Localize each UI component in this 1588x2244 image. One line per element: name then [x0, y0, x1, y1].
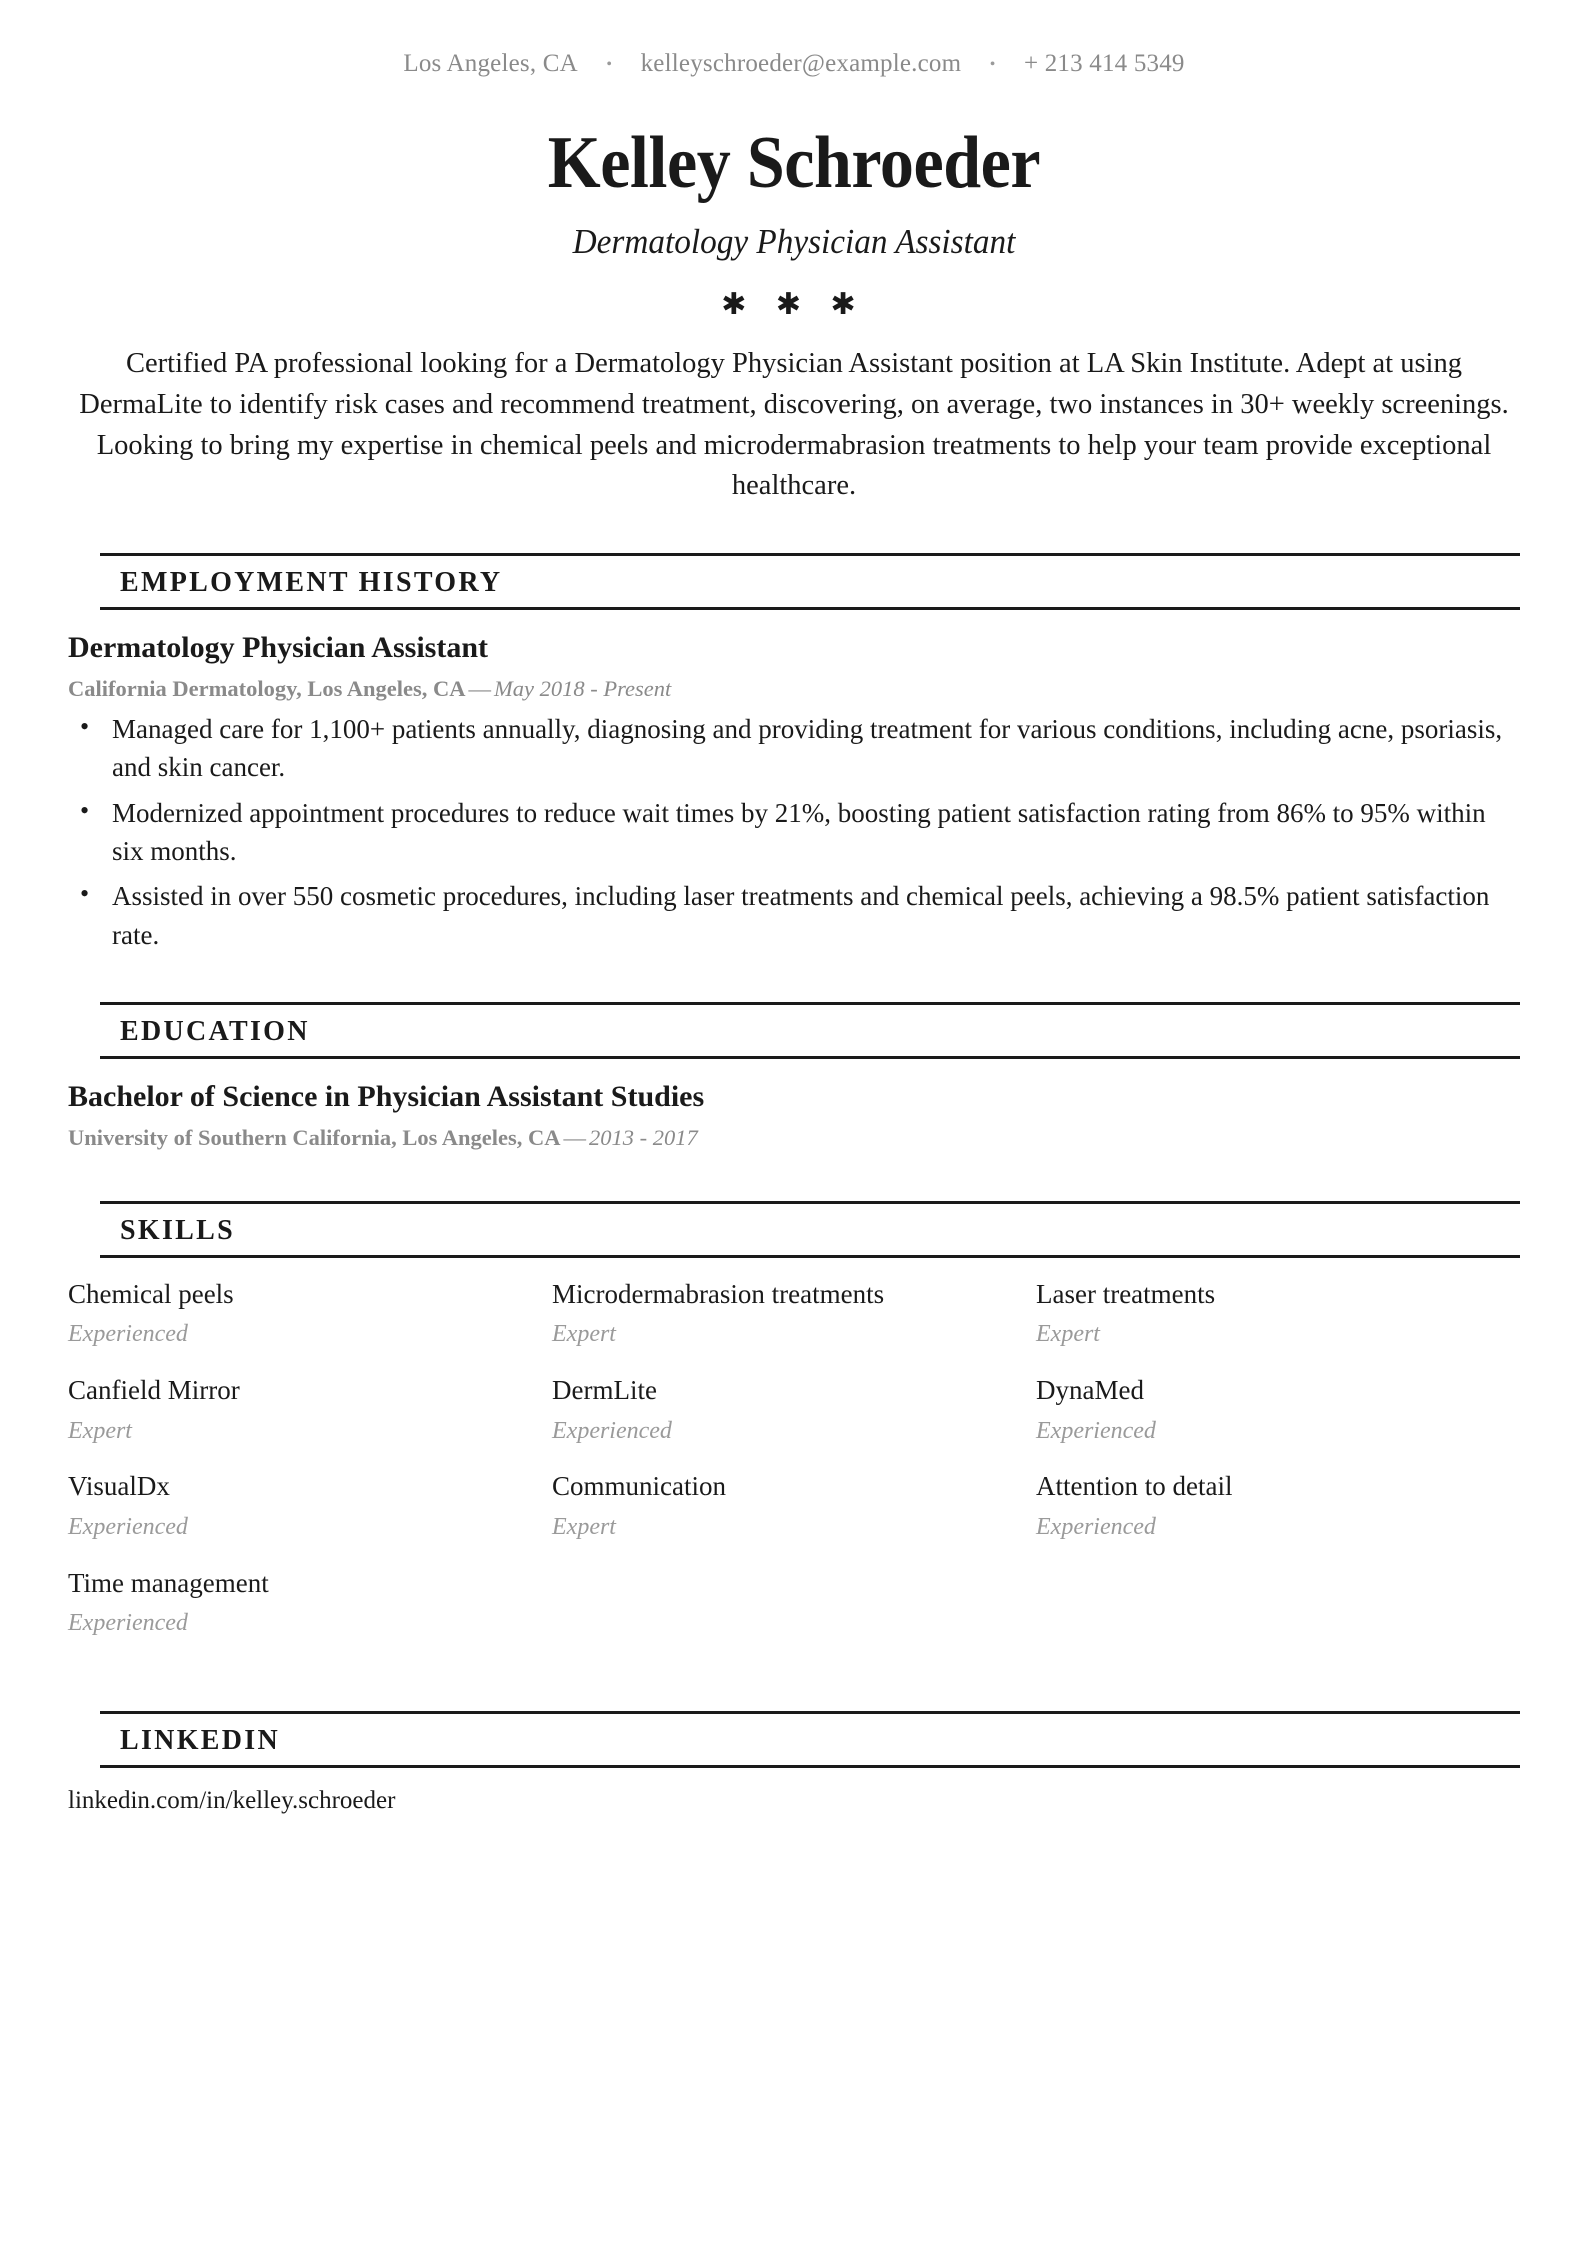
skill-item	[1036, 1470, 1520, 1566]
section-header-employment	[100, 553, 1520, 610]
bullet-separator-icon: •	[606, 56, 613, 74]
education-dash: —	[563, 1124, 587, 1150]
skill-item	[68, 1470, 552, 1566]
skill-level: Experienced	[552, 1417, 672, 1444]
section-linkedin	[68, 1711, 1520, 1815]
skill-name: Communication	[552, 1471, 726, 1502]
skill-item	[552, 1278, 1036, 1374]
section-header-linkedin	[100, 1711, 1520, 1768]
employment-bullet: • Modernized appointment procedures to reduce wait times by 21%, boosting patient satisfaction rating from 86% to 95% within six months.	[68, 794, 1520, 871]
skill-name: Laser treatments	[1036, 1278, 1216, 1309]
skill-level: Experienced	[1036, 1417, 1156, 1444]
skill-item	[552, 1374, 1036, 1470]
skill-level: Experienced	[68, 1321, 188, 1348]
skill-name: Attention to detail	[1036, 1471, 1233, 1502]
employment-entry	[68, 630, 1520, 954]
employment-bullet: • Managed care for 1,100+ patients annually, diagnosing and providing treatment for various conditions, including acne, psoriasis, and skin cancer.	[68, 710, 1520, 787]
skill-item	[1036, 1278, 1520, 1374]
skill-name: Time management	[68, 1567, 269, 1598]
skill-name: Canfield Mirror	[68, 1375, 240, 1406]
employment-meta	[68, 675, 1520, 702]
skill-level: Expert	[1036, 1321, 1100, 1348]
candidate-name: Kelley Schroeder	[547, 122, 1041, 204]
bullet-separator-icon: •	[989, 56, 996, 74]
professional-summary: Certified PA professional looking for a Dermatology Physician Assistant position at LA Skin Institute. Adept at using DermaLite to identify risk cases and recommend treatment, discovering, on average, two instances in 30+ weekly screenings. Looking to bring my expertise in chemical peels and microdermabrasion treatments to help your team provide exceptional healthcare.	[79, 348, 1509, 502]
asterisk-divider-icon: ✱ ✱ ✱	[721, 288, 867, 321]
skill-level: Expert	[552, 1513, 616, 1540]
skill-item	[68, 1567, 552, 1663]
employment-job-title: Dermatology Physician Assistant	[68, 631, 488, 664]
employment-organization: California Dermatology, Los Angeles, CA	[68, 676, 466, 701]
section-title-linkedin: LINKEDIN	[120, 1724, 280, 1756]
skill-name: VisualDx	[68, 1471, 170, 1502]
skill-level: Expert	[552, 1321, 616, 1348]
skill-level: Experienced	[68, 1513, 188, 1540]
skill-level: Experienced	[1036, 1513, 1156, 1540]
section-title-education: EDUCATION	[120, 1015, 310, 1047]
contact-email[interactable]: kelleyschroeder@example.com	[640, 50, 962, 77]
section-education	[68, 1002, 1520, 1151]
education-meta	[68, 1124, 1520, 1151]
contact-location: Los Angeles, CA	[403, 50, 578, 77]
skill-item	[1036, 1374, 1520, 1470]
employment-dates: May 2018 - Present	[493, 676, 672, 701]
skill-name: DynaMed	[1036, 1375, 1144, 1406]
education-dates: 2013 - 2017	[589, 1124, 698, 1150]
employment-bullet-list	[68, 710, 1520, 954]
section-skills	[68, 1201, 1520, 1663]
contact-line	[0, 0, 1588, 78]
education-institution: University of Southern California, Los Angeles, CA	[68, 1124, 561, 1150]
skill-name: Chemical peels	[68, 1278, 234, 1309]
candidate-job-title: Dermatology Physician Assistant	[572, 222, 1016, 261]
section-employment-history	[68, 553, 1520, 954]
employment-dash: —	[468, 676, 491, 701]
section-title-employment: EMPLOYMENT HISTORY	[120, 567, 503, 598]
section-header-skills	[100, 1201, 1520, 1258]
skill-item	[552, 1470, 1036, 1566]
employment-bullet: • Assisted in over 550 cosmetic procedures, including laser treatments and chemical peels, achieving a 98.5% patient satisfaction rate.	[68, 877, 1520, 954]
contact-phone[interactable]: + 213 414 5349	[1023, 50, 1185, 77]
education-degree: Bachelor of Science in Physician Assistant Studies	[68, 1079, 705, 1113]
skill-item	[68, 1374, 552, 1470]
skill-name: DermLite	[552, 1375, 657, 1406]
section-header-education	[100, 1002, 1520, 1059]
skill-item	[68, 1278, 552, 1374]
skills-grid	[68, 1278, 1520, 1663]
education-entry	[68, 1079, 1520, 1151]
linkedin-url[interactable]: linkedin.com/in/kelley.schroeder	[68, 1786, 396, 1814]
skill-level: Expert	[68, 1417, 132, 1444]
skill-name: Microdermabrasion treatments	[552, 1278, 885, 1309]
skill-level: Experienced	[68, 1609, 188, 1636]
section-title-skills: SKILLS	[120, 1214, 235, 1246]
